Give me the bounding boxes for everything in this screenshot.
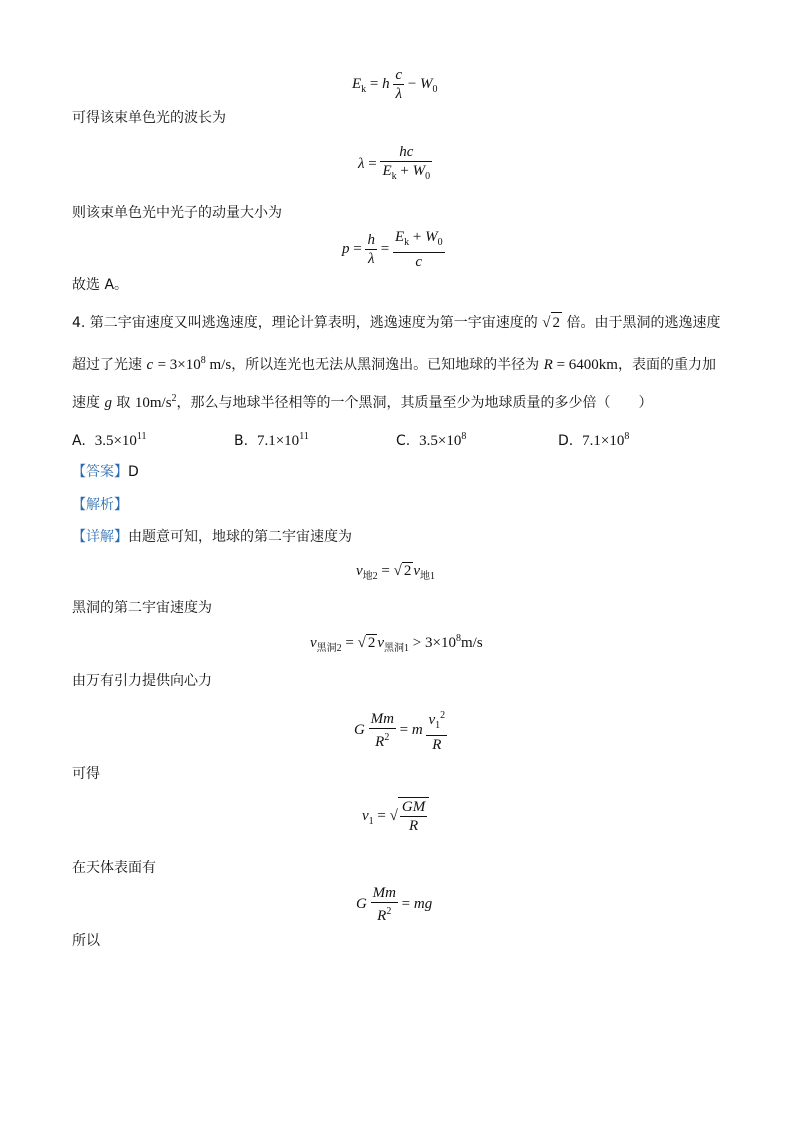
text-gravity-centripetal: 由万有引力提供向心力	[72, 673, 212, 689]
text-blackhole-escape: 黑洞的第二宇宙速度为	[72, 600, 212, 616]
answer-tag: 【答案】	[72, 464, 128, 480]
equation-gravity: G $\frac{Mm}{R^2}$ = m $\frac{v_1^2}{R}$	[354, 710, 446, 753]
option-b[interactable]: B. $7.1\times 10^{11}$	[234, 431, 309, 449]
text-wavelength-intro: 可得该束单色光的波长为	[72, 110, 226, 126]
question-4-line2: 超过了光速 $c = 3\times 10^8$ m/s，所以连光也无法从黑洞逸出。已知地球的半径为 R = 6400km，表面的重力加	[72, 355, 716, 373]
option-d[interactable]: D. $7.1\times 10^8$	[558, 431, 630, 449]
answer-value: D	[128, 464, 139, 480]
answer-line	[72, 462, 139, 482]
text-choose-a: 故选 A。	[72, 277, 129, 293]
equation-blackhole-escape: $v_{黑洞2}$ = √ 2 $v_{黑洞1} > 3\times 10^8m/s$	[310, 633, 483, 654]
text-momentum-intro: 则该束单色光中光子的动量大小为	[72, 205, 282, 221]
equation-photoelectric: $E_k = h$ $\frac{c}{\lambda}$ − $W_0$	[352, 67, 438, 102]
text-surface: 在天体表面有	[72, 860, 156, 876]
analysis-tag: 【解析】	[72, 497, 128, 513]
detail-line: 【详解】由题意可知，地球的第二宇宙速度为	[72, 529, 352, 545]
option-a[interactable]: A. $3.5\times 10^{11}$	[72, 431, 147, 449]
question-4-line1: 4. 第二宇宙速度又叫逃逸速度，理论计算表明，逃逸速度为第一宇宙速度的 √ 2 倍。由于黑洞的逃逸速度	[72, 312, 720, 333]
sqrt-2: √ 2	[542, 312, 562, 333]
text-obtain: 可得	[72, 766, 100, 782]
option-c[interactable]: C. $3.5\times 10^8$	[396, 431, 467, 449]
equation-first-cosmic: $v_1$ = √ $\frac{GM}{R}$	[362, 797, 429, 835]
equation-earth-escape: $v_{地2}$ = √ 2 $v_{地1}$	[356, 563, 436, 582]
equation-surface-gravity: G $\frac{Mm}{R^2}$ = mg	[356, 885, 433, 924]
question-4-line3: 速度 g 取 $10m/s^2$，那么与地球半径相等的一个黑洞，其质量至少为地球质量的多少倍（ ）	[72, 393, 653, 411]
equation-momentum: p = $\frac{h}{\lambda}$ = $\frac{E_k + W_0}{c}$	[342, 229, 443, 270]
text-therefore: 所以	[72, 933, 100, 949]
equation-wavelength: λ = $\frac{hc}{E_k + W_0}$	[358, 143, 432, 186]
